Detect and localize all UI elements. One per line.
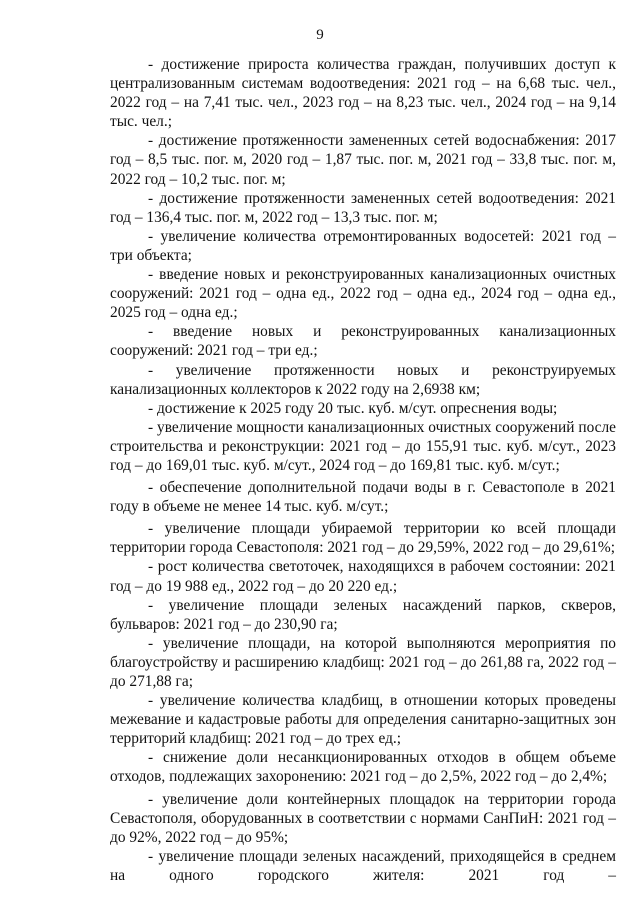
paragraph-cemetery-area: - увеличение площади, на которой выполняются мероприятия по благоустройству и расширению кладбищ: 2021 год – до 261,88 га, 2022 год – до 271,88 га; bbox=[110, 634, 616, 690]
paragraph-treatment-capacity: - увеличение мощности канализационных очистных сооружений после строительства и реконструкции: 2021 год – до 155,91 тыс. куб. м/сут., 2023 год – до 169,01 тыс. куб. м/сут., 2024 год – до 169,81 тыс. куб. м/сут.; bbox=[110, 418, 616, 474]
paragraph-street-lights: - рост количества светоточек, находящихся в рабочем состоянии: 2021 год – до 19 988 ед., 2022 год – до 20 220 ед.; bbox=[110, 558, 616, 595]
paragraph-collectors: - увеличение протяженности новых и реконструируемых канализационных коллекторов к 2022 году на 2,6938 км; bbox=[110, 361, 616, 398]
paragraph-sewer-facilities: - введение новых и реконструированных канализационных сооружений: 2021 год – три ед.; bbox=[110, 323, 616, 360]
paragraph-green-parks: - увеличение площади зеленых насаждений парков, скверов, бульваров: 2021 год – до 230,90 га; bbox=[110, 596, 616, 633]
paragraph-sewer-networks: - достижение протяженности замененных сетей водоотведения: 2021 год – 136,4 тыс. пог. м, 2022 год – 13,3 тыс. пог. м; bbox=[110, 189, 616, 226]
paragraph-unauthorized-waste: - снижение доли несанкционированных отходов в общем объеме отходов, подлежащих захоронению: 2021 год – до 2,5%, 2022 год – до 2,4%; bbox=[110, 749, 616, 786]
paragraph-water-networks: - достижение протяженности замененных сетей водоснабжения: 2017 год – 8,5 тыс. пог. м, 2020 год – 1,87 тыс. пог. м, 2021 год – 33,8 тыс. пог. м, 2022 год – 10,2 тыс. пог. м; bbox=[110, 132, 616, 188]
paragraph-sewer-access: - достижение прироста количества граждан, получивших доступ к централизованным системам водоотведения: 2021 год – на 6,68 тыс. чел., 2022 год – на 7,41 тыс. чел., 2023 год – на 8,23 тыс. чел., 2024 год – на 9,14 тыс. чел.; bbox=[110, 56, 616, 131]
paragraph-cemetery-survey: - увеличение количества кладбищ, в отношении которых проведены межевание и кадастровые работы для определения санитарно-защитных зон территорий кладбищ: 2021 год – до трех ед.; bbox=[110, 692, 616, 748]
paragraph-container-sites: - увеличение доли контейнерных площадок на территории города Севастополя, оборудованных в соответствии с нормами СанПиН: 2021 год – до 92%, 2022 год – до 95%; bbox=[110, 790, 616, 846]
document-body bbox=[110, 55, 616, 885]
paragraph-water-supply: - обеспечение дополнительной подачи воды в г. Севастополе в 2021 году в объеме не менее 14 тыс. куб. м/сут.; bbox=[110, 479, 616, 516]
paragraph-treatment-facilities: - введение новых и реконструированных канализационных очистных сооружений: 2021 год – одна ед., 2022 год – одна ед., 2024 год – одна ед., 2025 год – одна ед.; bbox=[110, 266, 616, 322]
paragraph-green-per-resident: - увеличение площади зеленых насаждений, приходящейся в среднем на одного городского жителя: 2021 год – bbox=[110, 847, 616, 884]
page-number: 9 bbox=[316, 27, 324, 43]
paragraph-cleaned-area: - увеличение площади убираемой территории ко всей площади территории города Севастополя: 2021 год – до 29,59%, 2022 год – до 29,61%; bbox=[110, 520, 616, 557]
paragraph-repaired-networks: - увеличение количества отремонтированных водосетей: 2021 год – три объекта; bbox=[110, 227, 616, 264]
paragraph-desalination: - достижение к 2025 году 20 тыс. куб. м/сут. опреснения воды; bbox=[148, 399, 558, 417]
